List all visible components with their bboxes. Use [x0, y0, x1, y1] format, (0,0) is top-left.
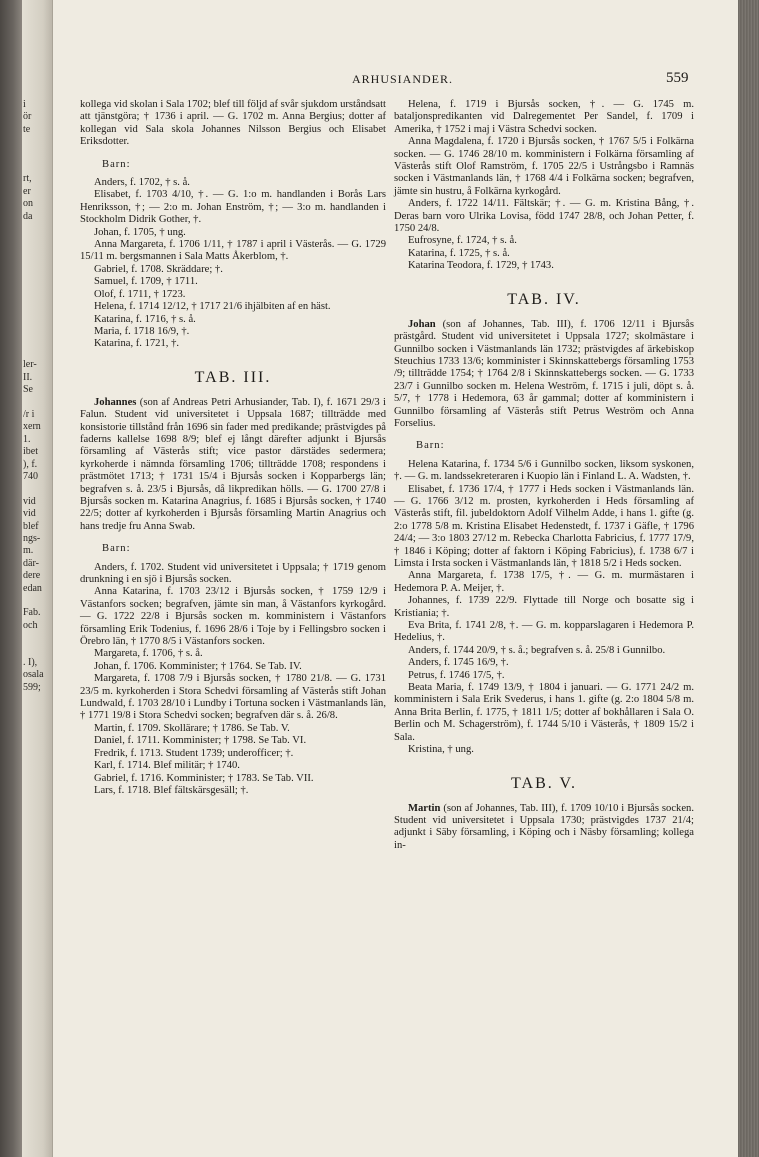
list-item: Petrus, f. 1746 17/5, †.	[408, 669, 505, 681]
list-item: Elisabet, f. 1703 4/10, †. — G. 1:o m. handlanden i Borås Lars Henriksson, †; — 2:o m. Johan Enström, †; — 3:o m. handlanden i Stockholm Didrik Gother, †.	[80, 189, 386, 226]
tab-iii-heading: TAB. III.	[194, 368, 272, 386]
list-item: Elisabet, f. 1736 17/4, † 1777 i Heds socken i Västmanlands län. — G. 1766 3/12 m. prosten, kyrkoherden i Heds församling af Västerås stift, fil. jubeldoktorn Adolf Vilhelm Adde, i hans 1. gifte (g. 2:o 1778 5/8 m. Kristina Elisabet Hedenstedt, f. 1737 i Gäfle, † 1796 24/4; — 3:o 1803 27/12 m. Rebecka Charlotta Fabricius, f. 1777 17/9, † 1846 i Köping; dotter af faktorn i Köping Fabricius), f. 1738 6/7 i Limsta i Irsta socken i Västmanlands län, † 1818 5/2 i Heds socken.	[394, 483, 694, 569]
list-item: Karl, f. 1714. Blef militär; † 1740.	[94, 760, 240, 772]
gutter-fragment: /r i	[23, 409, 35, 420]
gutter-fragment: Fab.	[23, 607, 41, 619]
tab-v-name: Martin	[408, 802, 441, 814]
list-item: Gabriel, f. 1708. Skräddare; †.	[94, 263, 223, 275]
list-item: Kristina, † ung.	[408, 744, 474, 756]
gutter-fragment: m.	[23, 545, 34, 557]
gutter-fragment: blef	[23, 520, 39, 532]
list-item: Eva Brita, f. 1741 2/8, †. — G. m. kopparslagaren i Hedemora P. Hedelius, †.	[394, 620, 694, 644]
list-item: Johannes, f. 1739 22/9. Flyttade till Norge och bosatte sig i Kristiania; †.	[394, 595, 694, 619]
gutter-fragment: rt,	[23, 173, 32, 185]
children-label-2: Barn:	[102, 543, 131, 555]
tab-v-text: (son af Johannes, Tab. III), f. 1709 10/10 i Bjursås socken. Student vid universitetet i Uppsala 1730; prästvigdes 1737 21/4; adjunkt i Säby församling, i Köping och i Näsby församling; kollega in-	[394, 802, 694, 851]
list-item: Beata Maria, f. 1749 13/9, † 1804 i januari. — G. 1771 24/2 m. komministern i Sala Erik Svederus, i hans 1. gifte (g. 2:o 1804 5/8 m. Anna Brita Berlin, f. 1775, † 1811 1/5; dotter af bokhållaren i Sala O. Berlin och M. Schagerström), f. 1744 5/10 i Västerås, † 1809 15/2 i Sala.	[394, 682, 694, 743]
list-item: Anders, f. 1702, † s. å.	[94, 177, 190, 189]
left-page-edge	[0, 0, 22, 1157]
gutter-fragment: osala	[23, 669, 44, 681]
previous-page-gutter	[22, 0, 53, 1157]
gutter-fragment: ngs-	[23, 533, 41, 544]
tab-iii-name: Johannes	[94, 396, 137, 408]
gutter-fragment: ler-	[23, 359, 37, 371]
list-item: Anders, f. 1722 14/11. Fältskär; †. — G. m. Kristina Bång, †. Deras barn voro Ulrika Lovisa, född 1747 28/8, och Johan Petter, f. 1750 24/8.	[394, 198, 694, 235]
list-item: Margareta, f. 1708 7/9 i Bjursås socken, † 1780 21/8. — G. 1731 23/5 m. kyrkoherden i Stora Schedvi församling af Västerås stift Johan Lundwald, f. 1703 28/10 i Lundby i Tortuna socken i Västmanlands län, † 1771 19/8 i Stora Schedvi socken; begrafven där s. å. 26/8.	[80, 673, 386, 722]
gutter-fragment: dere	[23, 570, 41, 582]
list-item: Katarina, f. 1725, † s. å.	[408, 247, 510, 259]
gutter-fragment: vid	[23, 508, 36, 520]
children-list-continued	[394, 99, 694, 273]
list-item: Anna Katarina, f. 1703 23/12 i Bjursås socken, † 1759 12/9 i Västanfors socken; begrafven, jämte sin man, å Västanfors kyrkogård. — G. 1722 22/8 i Bjursås socken m. komministern i Västanfors församling Erik Todenius, f. 1696 28/6 i Toje by i Fellingsbro socken i Örebro län, † 1770 8/5 i Västanfors socken.	[80, 586, 386, 648]
intro-paragraph: kollega vid skolan i Sala 1702; blef till följd af svår sjukdom urståndsatt att tjänstgöra; † 1736 i april. — G. 1702 m. Anna Bergius; dotter af kollegan vid Sala skola Johannes Nilsson Bergius och Elisabet Eriksdotter.	[80, 99, 386, 148]
list-item: Katarina, f. 1716, † s. å.	[94, 313, 196, 325]
gutter-fragment: Se	[23, 384, 33, 396]
list-item: Anna Magdalena, f. 1720 i Bjursås socken, † 1767 5/5 i Folkärna socken. — G. 1746 28/10 m. komministern i Folkärna församling af Västerås stift Olof Ramström, f. 1705 22/5 i Ustrångsbo i Ramnäs socken i Västmanlands län, † 1768 4/4 i Folkärna socken; begrafven, jämte sin hustru, å Folkärna kyrkogård.	[394, 136, 694, 197]
list-item: Daniel, f. 1711. Komminister; † 1798. Se Tab. VI.	[94, 735, 307, 747]
list-item: Helena, f. 1714 12/12, † 1717 21/6 ihjälbiten af en häst.	[94, 301, 331, 313]
book-page	[22, 0, 738, 1157]
running-title: ARHUSIANDER.	[352, 72, 454, 86]
gutter-fragment: on	[23, 198, 33, 210]
gutter-fragment: ör	[23, 111, 32, 123]
children-list-3	[394, 459, 694, 757]
list-item: Anna Margareta, f. 1738 17/5, †. — G. m. murmästaren i Hedemora P. A. Meijer, †.	[394, 570, 694, 594]
tab-iv-heading: TAB. IV.	[507, 290, 581, 308]
tab-iv-paragraph	[394, 319, 694, 431]
list-item: Maria, f. 1718 16/9, †.	[94, 325, 190, 337]
list-item: Gabriel, f. 1716. Komminister; † 1783. Se Tab. VII.	[94, 772, 314, 784]
list-item: Lars, f. 1718. Blef fältskärsgesäll; †.	[94, 784, 249, 796]
tab-v-heading: TAB. V.	[511, 774, 577, 792]
gutter-fragment: där-	[23, 557, 39, 569]
page-number: 559	[666, 70, 689, 86]
gutter-fragment: da	[23, 210, 33, 222]
list-item: Katarina Teodora, f. 1729, † 1743.	[408, 260, 554, 272]
tab-iii-paragraph	[80, 397, 386, 533]
list-item: Anders, f. 1744 20/9, † s. å.; begrafven s. å. 25/8 i Gunnilbo.	[408, 644, 666, 656]
gutter-fragment: er	[23, 185, 31, 197]
gutter-fragment: II.	[23, 371, 33, 383]
page-stack-edge	[738, 0, 759, 1157]
list-item: Fredrik, f. 1713. Student 1739; underofficer; †.	[94, 747, 294, 759]
gutter-fragment: vid	[23, 495, 36, 507]
list-item: Johan, f. 1706. Komminister; † 1764. Se Tab. IV.	[94, 660, 302, 672]
list-item: Margareta, f. 1706, † s. å.	[94, 648, 203, 660]
list-item: Anna Margareta, f. 1706 1/11, † 1787 i april i Västerås. — G. 1729 15/11 m. bergsmannen i Sala Matts Åkerblom, †.	[80, 239, 386, 263]
list-item: Eufrosyne, f. 1724, † s. å.	[408, 235, 517, 247]
children-list-2	[80, 562, 386, 798]
list-item: Samuel, f. 1709, † 1711.	[94, 276, 198, 288]
list-item: Martin, f. 1709. Skollärare; † 1786. Se Tab. V.	[94, 722, 290, 734]
list-item: Anders, f. 1702. Student vid universitetet i Uppsala; † 1719 genom drunkning i en sjö i Bjursås socken.	[80, 561, 386, 585]
list-item: Johan, f. 1705, † ung.	[94, 226, 186, 238]
list-item: Anders, f. 1745 16/9, †.	[408, 657, 509, 669]
tab-iv-text: (son af Johannes, Tab. III), f. 1706 12/11 i Bjursås prästgård. Student vid universitetet i Uppsala 1727; skolmästare i Gunnilbo socken i Västmanlands län 1732; prästvigdes af ärkebiskop Steuchius 1733 13/6; komminister i Skinnskattebergs församling 1753 /9; tillträdde 1754; † 1764 2/8 i Skinnskattebergs socken. — G. 1733 23/7 i Gunnilbo socken m. Helena Weström, f. 1715 i juli, döpt s. å. 5/7, † 1778 i Hedemora, 63 år gammal; dotter af komministern i Gunnilbo församling af Västerås stift Petrus Weström och Anna Forselius.	[394, 318, 694, 429]
gutter-fragment: edan	[23, 582, 42, 594]
tab-v-paragraph	[394, 803, 694, 853]
children-label: Barn:	[102, 158, 131, 170]
gutter-fragment: ibet	[23, 446, 38, 458]
list-item: Olof, f. 1711, † 1723.	[94, 288, 186, 300]
list-item: Katarina, f. 1721, †.	[94, 338, 180, 350]
gutter-fragment: och	[23, 619, 38, 631]
children-label-3: Barn:	[416, 440, 445, 452]
tab-iv-name: Johan	[408, 318, 436, 330]
gutter-fragment: 599;	[23, 681, 41, 693]
gutter-fragment: . I),	[23, 657, 38, 668]
gutter-fragment: 1.	[23, 433, 31, 445]
gutter-fragment: te	[23, 123, 31, 135]
tab-iii-text: (son af Andreas Petri Arhusiander, Tab. I), f. 1671 29/3 i Falun. Student vid universitetet i Uppsala 1687; tillträdde med konsistorie tillstånd från 1696 sin fader med predikande; prästvigdes på faderns kallelse 1698 8/9; blef ej långt därefter adjunkt i Bjursås församling af Västerås stift; vice pastor därstädes sedermera; kyrkoherde i nämnda församling 1706; tillträdde 1708; respondens i prästmötet 1713; † 1731 15/4 i Bjursås socken i Kopparbergs län; begrafven s. å. 23/5 i Bjursås, då likpredikan hölls. — G. 1700 27/8 i Bjursås socken m. Katarina Anagrius, f. 1685 i Bjursås socken, † 1740 22/5; dotter af kyrkoherden i Bjursås församling Martin Anagrius och hans tredje fru Anna Swab.	[80, 396, 386, 532]
left-column	[80, 99, 386, 797]
children-list-1	[80, 177, 386, 351]
gutter-fragment: i	[23, 99, 26, 110]
gutter-fragment: ), f.	[23, 458, 38, 470]
right-column	[394, 99, 694, 852]
list-item: Helena, f. 1719 i Bjursås socken, †. — G. 1745 m. bataljonspredikanten vid Dalregementet Per Sandel, f. 1709 i Amerika, † 1752 i maj i Västra Schedvi socken.	[394, 99, 694, 135]
gutter-fragment: xern	[23, 421, 41, 433]
list-item: Helena Katarina, f. 1734 5/6 i Gunnilbo socken, liksom syskonen, †. — G. m. landssekreteraren i Kuopio län i Finland L. A. Wadsten, †.	[394, 458, 694, 483]
gutter-fragment: 740	[23, 471, 38, 482]
